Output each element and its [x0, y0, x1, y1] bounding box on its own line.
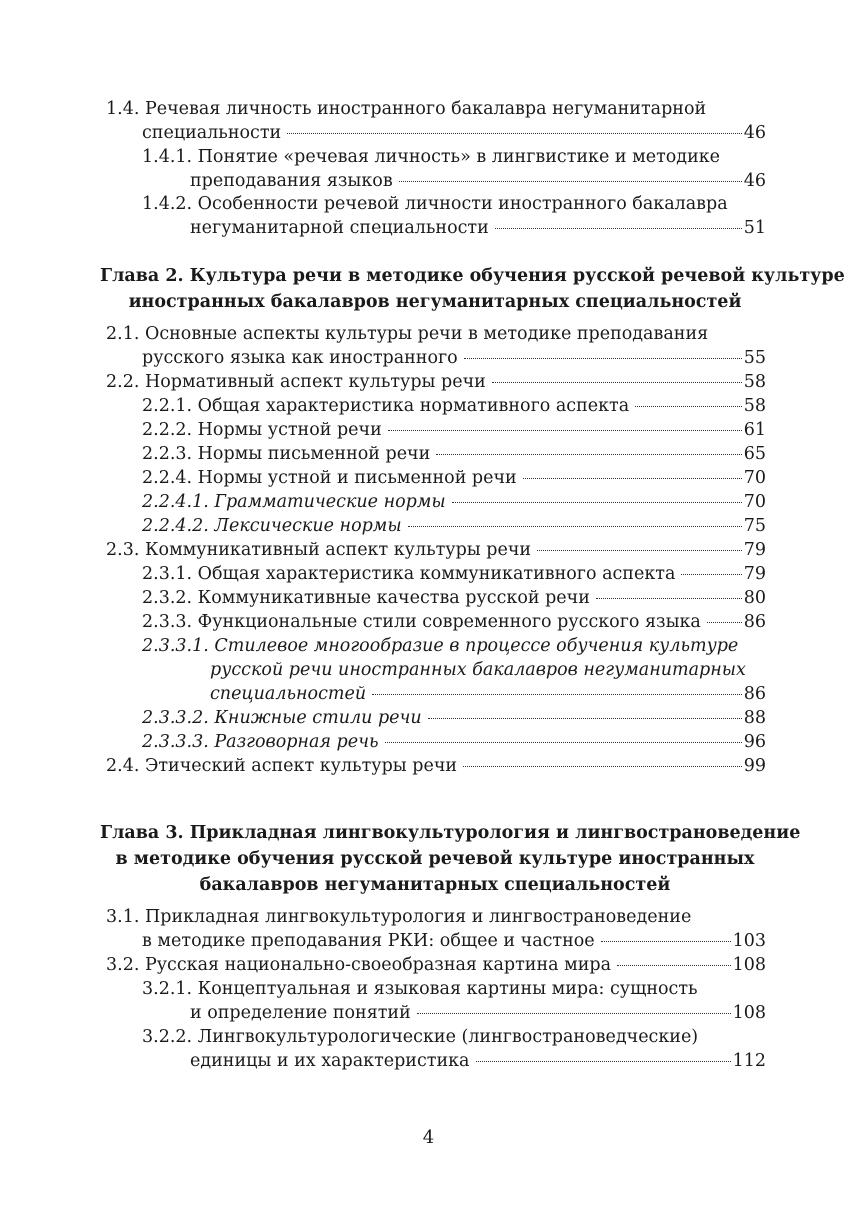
toc-page: 46: [743, 123, 766, 143]
toc-text: русского языка как иностранного: [142, 348, 458, 368]
dot-leader: [428, 718, 742, 719]
toc-entry-1-4-1-line2[interactable]: [190, 169, 766, 193]
toc-entry-1-4-line2[interactable]: [142, 121, 766, 145]
toc-page: 86: [743, 684, 766, 704]
toc-entry-2-2-2[interactable]: [142, 418, 766, 442]
heading-line: Глава 2. Культура речи в методике обучения русской речевой культуре: [100, 266, 845, 286]
toc-number: 1.4.2.: [142, 194, 193, 214]
toc-page: 103: [732, 931, 766, 951]
toc-entry-3-1-line2[interactable]: [142, 929, 766, 953]
dot-leader: [681, 574, 741, 575]
toc-page: 79: [743, 540, 766, 560]
toc-text: Нормативный аспект культуры речи: [144, 372, 486, 392]
toc-entry-2-1-line2[interactable]: [142, 346, 766, 370]
heading-line: Глава 3. Прикладная лингвокультурология и лингвострановедение: [100, 823, 801, 843]
toc-text: Книжные стили речи: [214, 708, 422, 728]
toc-page: 99: [743, 756, 766, 776]
toc-text: Нормы устной и письменной речи: [197, 468, 517, 488]
toc-text: Концептуальная и языковая картины мира: сущность: [197, 979, 698, 999]
toc-page: 70: [743, 492, 766, 512]
toc-text: Общая характеристика коммуникативного аспекта: [197, 564, 676, 584]
toc-text: Стилевое многообразие в процессе обучения культуре: [214, 636, 739, 656]
toc-text: Речевая личность иностранного бакалавра негуманитарной: [144, 99, 707, 119]
toc-number: 2.2.4.1.: [142, 492, 209, 512]
dot-leader: [287, 133, 742, 134]
toc-page: 108: [732, 1003, 766, 1023]
dot-leader: [417, 1013, 731, 1014]
toc-number: 2.2.4.: [142, 468, 193, 488]
toc-text: Нормы письменной речи: [197, 444, 431, 464]
dot-leader: [385, 742, 742, 743]
page-number: 4: [422, 1127, 435, 1148]
toc-entry-2-2-3[interactable]: [142, 442, 766, 466]
toc-number: 3.2.1.: [142, 979, 193, 999]
dot-leader: [476, 1061, 731, 1062]
toc-number: 1.4.1.: [142, 147, 193, 167]
toc-number: 3.1.: [106, 907, 140, 927]
toc-page: 51: [743, 218, 766, 238]
toc-number: 2.3.2.: [142, 588, 193, 608]
toc-text: Русская национально-своеобразная картина мира: [144, 955, 612, 975]
toc-number: 2.2.2.: [142, 420, 193, 440]
dot-leader: [388, 430, 742, 431]
toc-entry-1-4-line1[interactable]: [106, 97, 706, 121]
dot-leader: [523, 478, 742, 479]
toc-entry-3-2[interactable]: [106, 953, 766, 977]
toc-text: специальностей: [210, 684, 367, 704]
toc-text: Разговорная речь: [214, 732, 379, 752]
toc-text: негуманитарной специальности: [190, 218, 489, 238]
toc-entry-2-2-4-2[interactable]: [142, 514, 766, 538]
toc-number: 2.1.: [106, 324, 140, 344]
toc-text: преподавания языков: [190, 171, 393, 191]
toc-number: 2.2.3.: [142, 444, 193, 464]
toc-entry-2-2-1[interactable]: [142, 394, 766, 418]
toc-page: 88: [743, 708, 766, 728]
toc-entry-2-3-3-1-line2[interactable]: [210, 658, 746, 682]
toc-entry-2-3-3-2[interactable]: [142, 706, 766, 730]
toc-text: Коммуникативные качества русской речи: [197, 588, 590, 608]
dot-leader: [635, 406, 742, 407]
toc-entry-1-4-2-line1[interactable]: [142, 192, 728, 216]
toc-entry-1-4-1-line1[interactable]: [142, 145, 720, 169]
toc-number: 2.3.1.: [142, 564, 193, 584]
toc-number: 3.2.2.: [142, 1027, 193, 1047]
toc-entry-3-1-line1[interactable]: [106, 905, 691, 929]
toc-entry-2-3-3-1-line3[interactable]: [210, 682, 766, 706]
dot-leader: [537, 550, 742, 551]
dot-leader: [399, 181, 742, 182]
toc-entry-2-2[interactable]: [106, 370, 766, 394]
toc-text: Нормы устной речи: [197, 420, 382, 440]
toc-page: 86: [743, 612, 766, 632]
toc-number: 1.4.: [106, 99, 140, 119]
toc-entry-3-2-2-line1[interactable]: [142, 1025, 698, 1049]
toc-text: Функциональные стили современного русского языка: [197, 612, 701, 632]
heading-line: в методике обучения русской речевой культуре иностранных: [115, 849, 755, 869]
toc-page: 108: [732, 955, 766, 975]
toc-text: единицы и их характеристика: [190, 1051, 470, 1071]
toc-entry-2-3-1[interactable]: [142, 562, 766, 586]
chapter-3-heading[interactable]: [100, 820, 801, 898]
toc-page: 65: [743, 444, 766, 464]
dot-leader: [436, 454, 741, 455]
dot-leader: [617, 965, 731, 966]
toc-entry-2-2-4[interactable]: [142, 466, 766, 490]
toc-text: Основные аспекты культуры речи в методике преподавания: [144, 324, 709, 344]
toc-text: Этический аспект культуры речи: [144, 756, 458, 776]
toc-entry-3-2-1-line1[interactable]: [142, 977, 698, 1001]
toc-page: 61: [743, 420, 766, 440]
dot-leader: [707, 622, 742, 623]
dot-leader: [601, 941, 731, 942]
toc-page: 112: [732, 1051, 766, 1071]
toc-text: Лингвокультурологические (лингвострановедческие): [197, 1027, 699, 1047]
toc-entry-2-3-3[interactable]: [142, 610, 766, 634]
toc-number: 2.3.3.1.: [142, 636, 209, 656]
toc-page: 75: [743, 516, 766, 536]
toc-page: 96: [743, 732, 766, 752]
toc-number: 2.3.: [106, 540, 140, 560]
toc-text: специальности: [142, 123, 282, 143]
heading-line: иностранных бакалавров негуманитарных специальностей: [128, 292, 742, 312]
toc-page: 58: [743, 396, 766, 416]
toc-page: 79: [743, 564, 766, 584]
toc-entry-2-3-3-1-line1[interactable]: [142, 634, 738, 658]
toc-number: 3.2.: [106, 955, 140, 975]
dot-leader: [408, 526, 742, 527]
toc-entry-3-2-1-line2[interactable]: [190, 1001, 766, 1025]
toc-entry-2-2-4-1[interactable]: [142, 490, 766, 514]
toc-number: 2.2.4.2.: [142, 516, 209, 536]
toc-text: Понятие «речевая личность» в лингвистике и методике: [197, 147, 721, 167]
toc-text: в методике преподавания РКИ: общее и частное: [142, 931, 595, 951]
toc-number: 2.3.3.2.: [142, 708, 209, 728]
toc-text: Общая характеристика нормативного аспекта: [197, 396, 630, 416]
dot-leader: [596, 598, 742, 599]
toc-entry-2-3-2[interactable]: [142, 586, 766, 610]
toc-page: 58: [743, 372, 766, 392]
toc-text: и определение понятий: [190, 1003, 411, 1023]
dot-leader: [464, 358, 742, 359]
toc-number: 2.3.3.3.: [142, 732, 209, 752]
toc-page: 70: [743, 468, 766, 488]
toc-entry-1-4-2-line2[interactable]: [190, 216, 766, 240]
toc-text: Коммуникативный аспект культуры речи: [144, 540, 532, 560]
toc-text: Прикладная лингвокультурология и лингвострановедение: [144, 907, 692, 927]
toc-page: 46: [743, 171, 766, 191]
toc-entry-3-2-2-line2[interactable]: [190, 1049, 766, 1073]
toc-entry-2-4[interactable]: [106, 754, 766, 778]
dot-leader: [492, 382, 742, 383]
toc-page: 80: [743, 588, 766, 608]
toc-number: 2.2.: [106, 372, 140, 392]
toc-text: Грамматические нормы: [214, 492, 446, 512]
chapter-2-heading[interactable]: [100, 263, 845, 315]
heading-line: бакалавров негуманитарных специальностей: [199, 875, 671, 895]
dot-leader: [463, 766, 742, 767]
dot-leader: [495, 228, 742, 229]
toc-text: русской речи иностранных бакалавров негуманитарных: [210, 660, 746, 680]
toc-text: Особенности речевой личности иностранного бакалавра: [197, 194, 728, 214]
toc-number: 2.2.1.: [142, 396, 193, 416]
dot-leader: [372, 694, 742, 695]
dot-leader: [452, 502, 742, 503]
toc-number: 2.4.: [106, 756, 140, 776]
toc-text: Лексические нормы: [214, 516, 402, 536]
toc-entry-2-3-3-3[interactable]: [142, 730, 766, 754]
toc-entry-2-1-line1[interactable]: [106, 322, 708, 346]
toc-number: 2.3.3.: [142, 612, 193, 632]
toc-page: 55: [743, 348, 766, 368]
toc-entry-2-3[interactable]: [106, 538, 766, 562]
